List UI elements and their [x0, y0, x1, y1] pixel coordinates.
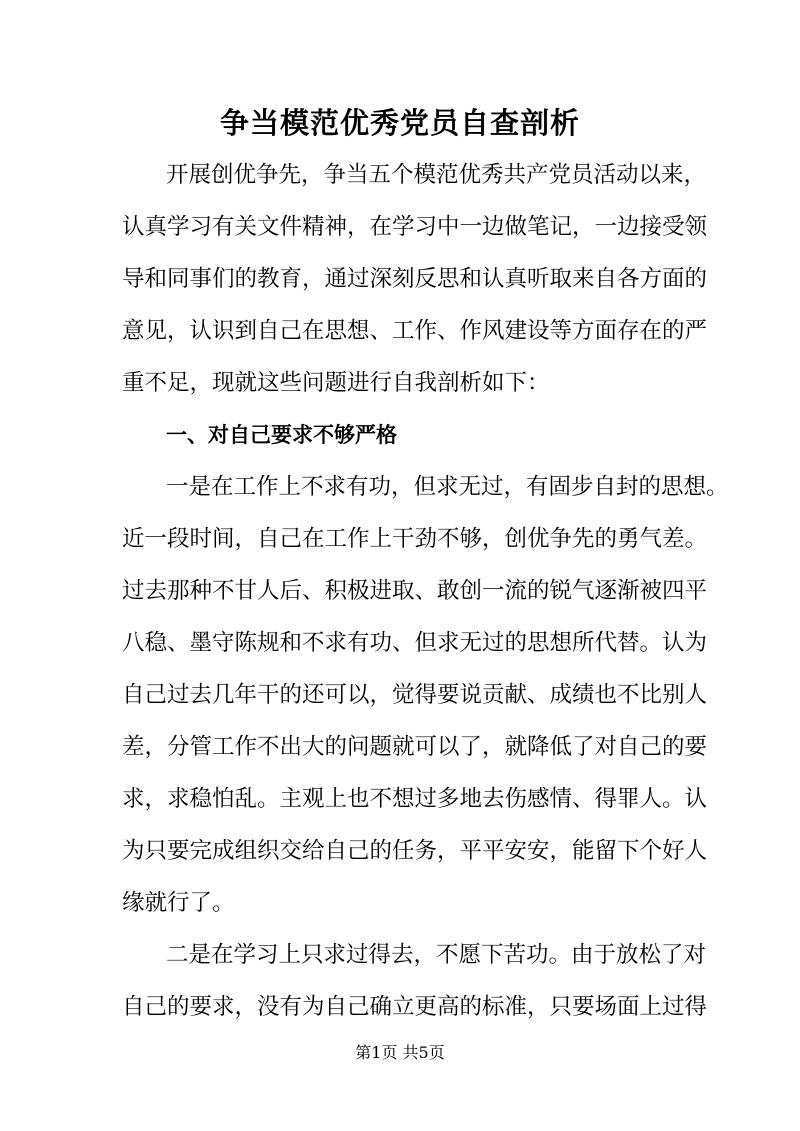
paragraph-line: 自己的要求，没有为自己确立更高的标准，只要场面上过得 — [122, 994, 708, 1020]
paragraph-line: 求，求稳怕乱。主观上也不想过多地去伤感情、得罪人。认 — [122, 786, 708, 812]
paragraph-line: 过去那种不甘人后、积极进取、敢创一流的锐气逐渐被四平 — [122, 578, 708, 604]
page-footer: 第1页 共5页 — [355, 1043, 445, 1062]
document-title: 争当模范优秀党员自查剖析 — [219, 106, 580, 140]
paragraph-line: 二是在学习上只求过得去，不愿下苦功。由于放松了对 — [166, 942, 707, 968]
paragraph-line: 缘就行了。 — [122, 890, 235, 916]
paragraph-line: 开展创优争先，争当五个模范优秀共产党员活动以来， — [166, 162, 707, 188]
paragraph-line: 认真学习有关文件精神，在学习中一边做笔记，一边接受领 — [122, 214, 708, 240]
paragraph-line: 意见，认识到自己在思想、工作、作风建设等方面存在的严 — [122, 318, 708, 344]
paragraph-line: 重不足，现就这些问题进行自我剖析如下： — [122, 370, 550, 396]
paragraph-line: 近一段时间，自己在工作上干劲不够，创优争先的勇气差。 — [122, 526, 708, 552]
paragraph-line: 为只要完成组织交给自己的任务，平平安安，能留下个好人 — [122, 838, 708, 864]
section-heading: 一、对自己要求不够严格 — [166, 423, 397, 447]
paragraph-line: 导和同事们的教育，通过深刻反思和认真听取来自各方面的 — [122, 266, 708, 292]
paragraph-line: 一是在工作上不求有功，但求无过，有固步自封的思想。 — [166, 474, 729, 500]
paragraph-line: 八稳、墨守陈规和不求有功、但求无过的思想所代替。认为 — [122, 630, 708, 656]
paragraph-line: 自己过去几年干的还可以，觉得要说贡献、成绩也不比别人 — [122, 682, 708, 708]
paragraph-line: 差，分管工作不出大的问题就可以了，就降低了对自己的要 — [122, 734, 708, 760]
